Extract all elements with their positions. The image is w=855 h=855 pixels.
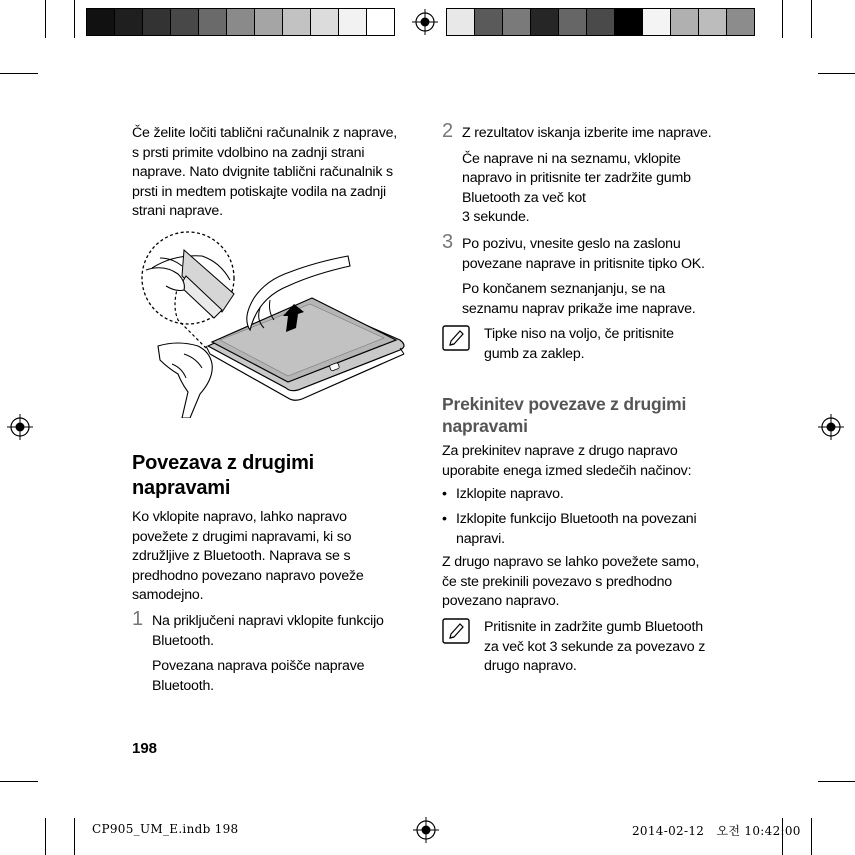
text-line: Z rezultatov iskanja izberite ime naprave. bbox=[462, 125, 712, 141]
text-line: povežete z drugimi napravami, ki so bbox=[132, 528, 352, 545]
calibration-swatch bbox=[282, 8, 311, 36]
calibration-swatch bbox=[170, 8, 199, 36]
bullet-item bbox=[442, 510, 742, 549]
footer-file-name: CP905_UM_E.indb 198 bbox=[92, 822, 239, 836]
bullet-dot: • bbox=[442, 486, 447, 502]
text-line: za več kot 3 sekunde za povezavo z bbox=[484, 638, 706, 655]
note-icon bbox=[442, 325, 470, 351]
text-line: 3 sekunde. bbox=[462, 209, 530, 225]
text-line: naprave. Nato dvignite tablični računalnik s bbox=[132, 164, 393, 180]
crop-mark bbox=[0, 73, 38, 74]
calibration-swatch bbox=[254, 8, 283, 36]
step-number: 2 bbox=[442, 120, 453, 142]
crop-mark bbox=[0, 781, 38, 782]
text-line: gumb za zaklep. bbox=[484, 345, 585, 362]
calibration-swatch bbox=[698, 8, 727, 36]
text-line: Na priključeni napravi vklopite funkcijo bbox=[152, 613, 384, 629]
crop-mark bbox=[74, 818, 75, 855]
bullet-item bbox=[442, 485, 742, 505]
calibration-swatch bbox=[502, 8, 531, 36]
step-number: 3 bbox=[442, 231, 453, 253]
intro-paragraph bbox=[132, 124, 417, 222]
text-line: povezane naprave in pritisnite tipko OK. bbox=[462, 255, 705, 272]
text-line: Izklopite funkcijo Bluetooth na povezani bbox=[456, 511, 697, 527]
registration-mark-icon bbox=[7, 414, 33, 440]
calibration-swatch bbox=[614, 8, 643, 36]
text-line: združljive z Bluetooth. Naprava se s bbox=[132, 548, 351, 564]
text-line: Izklopite napravo. bbox=[456, 486, 564, 502]
text-line: napravi. bbox=[456, 530, 505, 547]
calibration-swatch bbox=[530, 8, 559, 36]
registration-mark-icon bbox=[412, 9, 438, 35]
text-line: Za prekinitev naprave z drugo napravo bbox=[442, 443, 678, 459]
crop-mark bbox=[45, 818, 46, 855]
reconnect-paragraph bbox=[442, 553, 742, 612]
crop-mark bbox=[818, 781, 855, 782]
text-line: Povezana naprava poišče naprave bbox=[152, 658, 365, 674]
page-number: 198 bbox=[132, 740, 158, 757]
heading-line: napravami bbox=[442, 416, 528, 436]
calibration-swatch bbox=[474, 8, 503, 36]
tablet-detach-illustration bbox=[138, 228, 413, 418]
calibration-swatch bbox=[338, 8, 367, 36]
section-heading bbox=[132, 451, 417, 501]
calibration-swatch bbox=[86, 8, 115, 36]
calibration-swatch bbox=[670, 8, 699, 36]
text-line: seznamu naprav prikaže ime naprave. bbox=[462, 300, 696, 317]
crop-mark bbox=[811, 818, 812, 855]
connect-paragraph bbox=[132, 508, 417, 606]
calibration-swatch bbox=[642, 8, 671, 36]
step-2 bbox=[442, 120, 742, 228]
text-line: Bluetooth. bbox=[152, 632, 214, 649]
text-line: Če naprave ni na seznamu, vklopite bbox=[462, 150, 681, 167]
text-line: predhodno povezano napravo poveže bbox=[132, 567, 364, 584]
calibration-swatch bbox=[114, 8, 143, 36]
text-line: Z drugo napravo se lahko povežete samo, bbox=[442, 554, 700, 570]
registration-mark-icon bbox=[413, 817, 439, 843]
text-line: povezano napravo. bbox=[442, 593, 560, 609]
note-lock-key bbox=[442, 325, 742, 364]
text-line: Če želite ločiti tablični računalnik z naprave, bbox=[132, 125, 398, 141]
footer-timestamp: 2014-02-12 오전 10:42:00 bbox=[632, 824, 801, 838]
text-line: Po končanem seznanjanju, se na bbox=[462, 281, 666, 297]
heading-line: napravami bbox=[132, 477, 231, 499]
text-line: če ste prekinili povezavo s predhodno bbox=[442, 573, 672, 590]
registration-mark-icon bbox=[818, 414, 844, 440]
step-3 bbox=[442, 231, 742, 319]
text-line: drugo napravo. bbox=[484, 658, 577, 674]
crop-mark bbox=[818, 73, 855, 74]
text-line: samodejno. bbox=[132, 587, 204, 603]
calibration-swatch bbox=[226, 8, 255, 36]
calibration-swatch bbox=[366, 8, 395, 36]
text-line: uporabite enega izmed sledečih načinov: bbox=[442, 462, 692, 479]
step-1 bbox=[132, 608, 417, 696]
text-line: Tipke niso na voljo, če pritisnite bbox=[484, 326, 674, 342]
calibration-swatch bbox=[586, 8, 615, 36]
bullet-dot: • bbox=[442, 511, 447, 527]
step-number: 1 bbox=[132, 608, 143, 630]
crop-mark bbox=[782, 0, 783, 38]
text-line: s prsti primite vdolbino na zadnji strani bbox=[132, 144, 365, 161]
crop-mark bbox=[811, 0, 812, 38]
calibration-swatch bbox=[726, 8, 755, 36]
text-line: Ko vklopite napravo, lahko napravo bbox=[132, 509, 347, 525]
disconnect-paragraph bbox=[442, 442, 742, 481]
heading-line: Prekinitev povezave z drugimi bbox=[442, 394, 687, 414]
text-line: Bluetooth. bbox=[152, 677, 214, 694]
calibration-swatch bbox=[310, 8, 339, 36]
crop-mark bbox=[45, 0, 46, 38]
color-calibration-strip-right bbox=[446, 8, 754, 36]
crop-mark bbox=[74, 0, 75, 38]
text-line: napravo in pritisnite ter zadržite gumb bbox=[462, 170, 691, 186]
note-bluetooth-button bbox=[442, 618, 742, 677]
text-line: prsti in medtem potiskajte vodila na zadnji bbox=[132, 183, 387, 200]
section-heading bbox=[442, 393, 742, 437]
calibration-swatch bbox=[142, 8, 171, 36]
calibration-swatch bbox=[558, 8, 587, 36]
note-icon bbox=[442, 618, 470, 644]
text-line: strani naprave. bbox=[132, 203, 223, 219]
text-line: Pritisnite in zadržite gumb Bluetooth bbox=[484, 619, 703, 635]
heading-line: Povezava z drugimi bbox=[132, 452, 315, 474]
color-calibration-strip-left bbox=[86, 8, 394, 36]
calibration-swatch bbox=[446, 8, 475, 36]
text-line: Bluetooth za več kot bbox=[462, 189, 586, 206]
text-line: Po pozivu, vnesite geslo na zaslonu bbox=[462, 236, 681, 252]
calibration-swatch bbox=[198, 8, 227, 36]
